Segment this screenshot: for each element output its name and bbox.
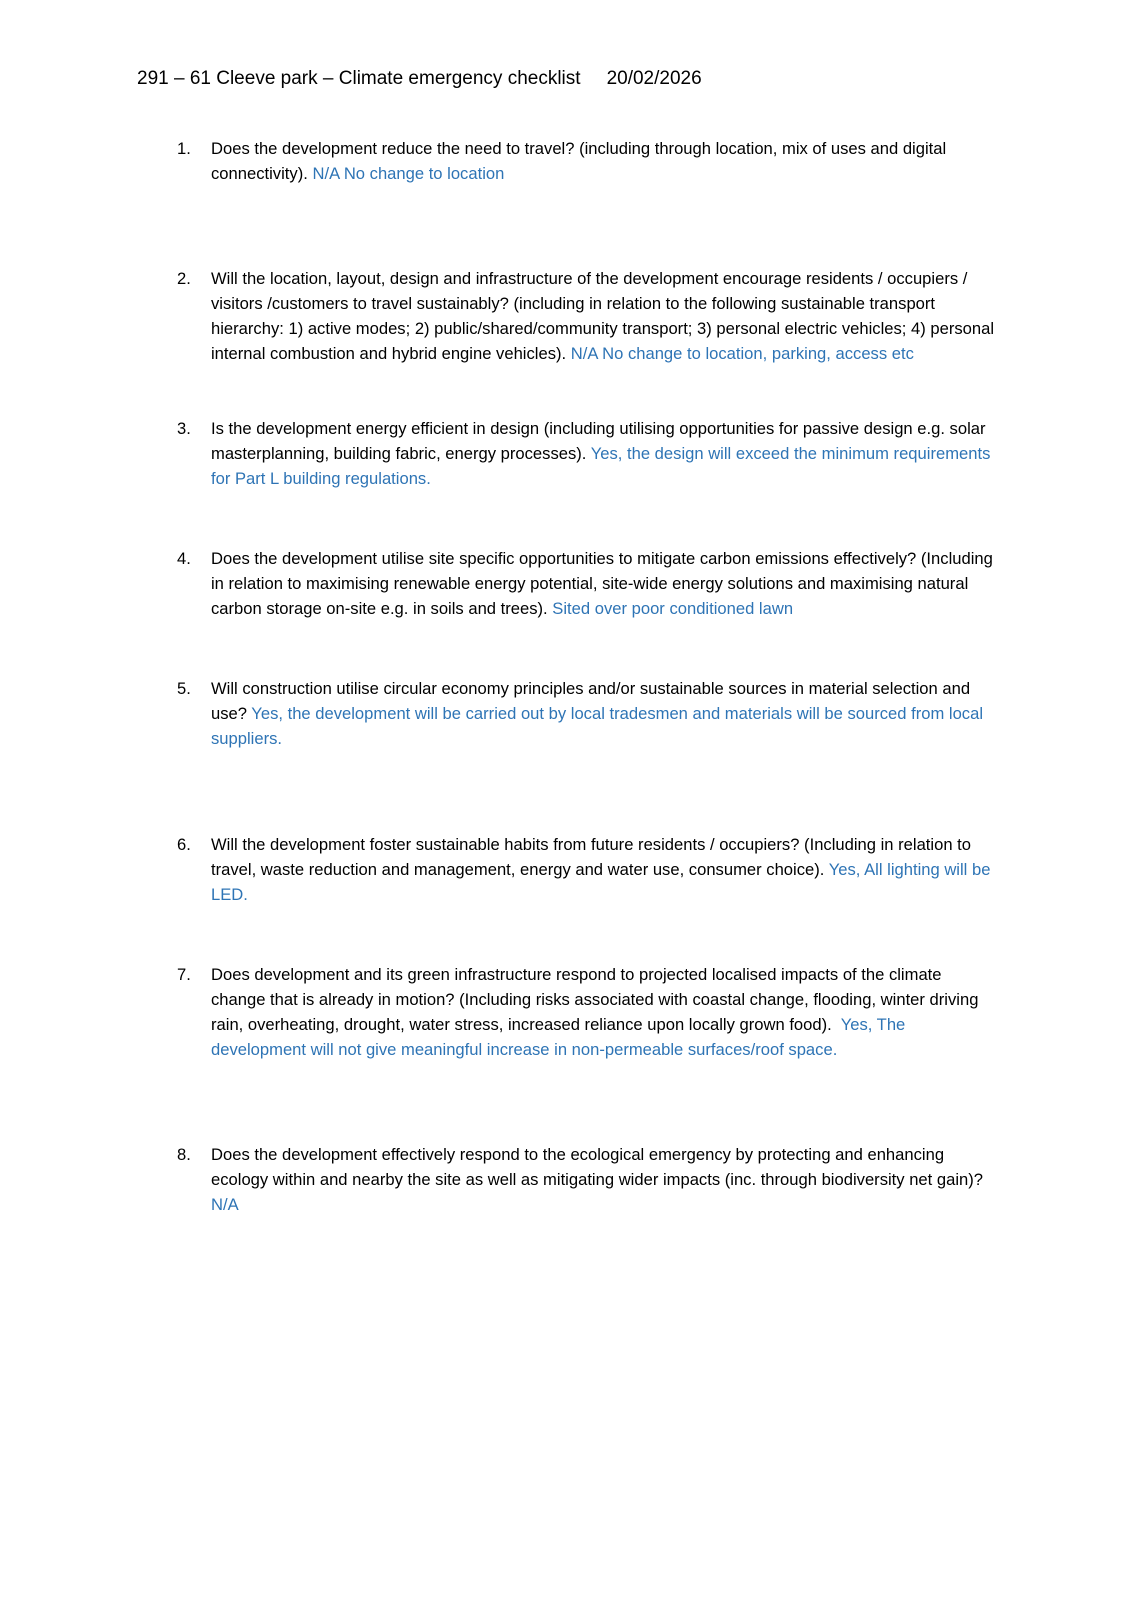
item-answer: Yes, the design will exceed the minimum requirements for Part L building regulations. [211, 444, 991, 488]
item-answer: N/A No change to location [312, 164, 505, 183]
document-header [137, 66, 702, 92]
item-question: Will construction utilise circular economy principles and/or sustainable sources in material selection and use? [211, 679, 971, 723]
item-question: Will the development foster sustainable habits from future residents / occupiers? (Including in relation to travel, waste reduction and management, energy and water use, consumer choice). [211, 835, 972, 879]
item-answer: Sited over poor conditioned lawn [552, 599, 794, 618]
item-number: 6. [177, 835, 191, 854]
item-body [211, 676, 999, 751]
checklist-item-2 [177, 266, 999, 366]
item-number: 2. [177, 269, 191, 288]
item-answer: Yes, All lighting will be LED. [211, 860, 991, 904]
item-number: 8. [177, 1145, 191, 1164]
item-question: Is the development energy efficient in design (including utilising opportunities for passive design e.g. solar masterplanning, building fabric, energy processes). [211, 419, 986, 463]
item-answer: Yes, The development will not give meaningful increase in non-permeable surfaces/roof space. [211, 1015, 906, 1059]
item-body [211, 266, 999, 366]
item-question: Does the development reduce the need to travel? (including through location, mix of uses and digital connectivity). [211, 139, 947, 183]
item-answer: N/A [211, 1195, 239, 1214]
item-number: 5. [177, 679, 191, 698]
item-body [211, 832, 999, 907]
item-body [211, 546, 999, 621]
item-body [211, 416, 999, 491]
item-answer: N/A No change to location, parking, access etc [570, 344, 914, 363]
item-number: 4. [177, 549, 191, 568]
item-number: 3. [177, 419, 191, 438]
item-body [211, 962, 999, 1062]
checklist-item-7 [177, 962, 999, 1062]
item-question: Does the development utilise site specific opportunities to mitigate carbon emissions effectively? (Including in relation to maximising renewable energy potential, site-wide energy solutions and maximising natural carbon storage on-site e.g. in soils and trees). [211, 549, 993, 618]
item-question: Does development and its green infrastructure respond to projected localised impacts of the climate change that is already in motion? (Including risks associated with coastal change, flooding, winter driving rain, overheating, drought, water stress, increased reliance upon locally grown food). [211, 965, 979, 1034]
checklist-item-5 [177, 676, 999, 751]
item-body [211, 1142, 999, 1217]
checklist-item-1 [177, 136, 999, 186]
document-date: 20/02/2026 [606, 68, 702, 89]
item-answer: Yes, the development will be carried out by local tradesmen and materials will be sourced from local suppliers. [211, 704, 984, 748]
item-body [211, 136, 999, 186]
item-question: Does the development effectively respond to the ecological emergency by protecting and enhancing ecology within and nearby the site as well as mitigating wider impacts (inc. through biodiversity net gain)? [211, 1145, 983, 1189]
document-title: 291 – 61 Cleeve park – Climate emergency checklist [137, 68, 581, 89]
checklist-item-6 [177, 832, 999, 907]
item-question: Will the location, layout, design and infrastructure of the development encourage residents / occupiers / visitors /customers to travel sustainably? (including in relation to the following sustainable transport hierarchy: 1) active modes; 2) public/shared/community transport; 3) personal electric vehicles; 4) personal internal combustion and hybrid engine vehicles). [211, 269, 995, 363]
item-number: 1. [177, 139, 191, 158]
checklist-item-4 [177, 546, 999, 621]
checklist-item-3 [177, 416, 999, 491]
item-number: 7. [177, 965, 191, 984]
checklist-item-8 [177, 1142, 999, 1217]
